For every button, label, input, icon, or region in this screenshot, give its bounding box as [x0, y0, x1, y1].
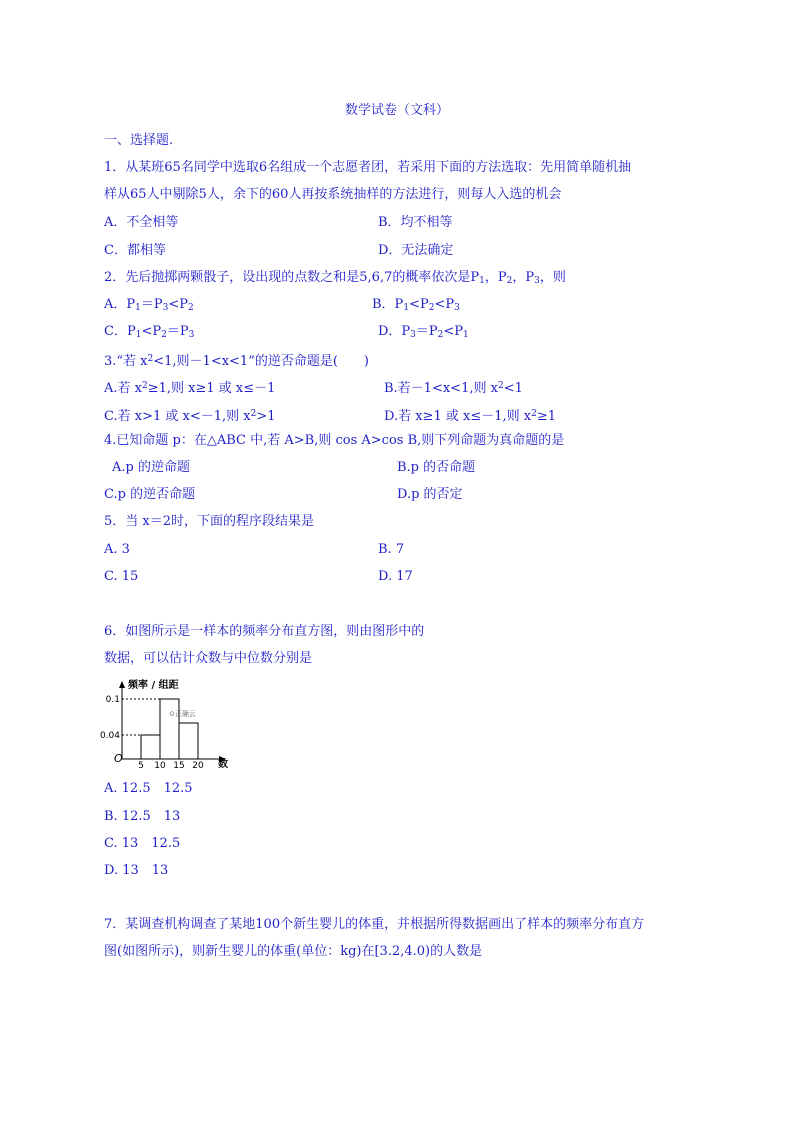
q7-stem-line2: 图(如图所示)，则新生婴儿的体重(单位：kg)在[3.2,4.0)的人数是 [104, 944, 483, 959]
q1-option-b: B．均不相等 [378, 215, 453, 230]
q3-option-a: A.若 $x^2\ge 1$,则 x≥1 或 x≤－1 [104, 381, 276, 396]
q4-option-c: C.p 的逆否命题 [104, 487, 196, 502]
y-tick-label: 0.04 [100, 731, 120, 741]
q1-stem-line2: 样从65人中剔除5人，余下的60人再按系统抽样的方法进行，则每人入选的机会 [104, 187, 562, 202]
x-tick-label: 15 [173, 761, 185, 770]
q1-option-a: A．不全相等 [104, 215, 179, 230]
q6-option-c: C. 13 12.5 [104, 836, 181, 851]
q1-option-c: C．都相等 [104, 243, 166, 258]
q4-stem: 4.已知命题 p：在△ABC 中,若 A>B,则 cos A>cos B,则下列命题为真命题的是 [104, 433, 565, 448]
y-axis-arrow [119, 681, 125, 688]
q1-option-d: D．无法确定 [378, 243, 454, 258]
q5-option-c: C. 15 [104, 569, 139, 584]
origin-label: O [114, 752, 123, 765]
x-tick-label: 10 [154, 761, 166, 770]
q6-option-b: B. 12.5 13 [104, 809, 181, 824]
x-tick-label: 20 [192, 761, 204, 770]
q5-stem: 5．当 x＝2时，下面的程序段结果是 [104, 514, 315, 529]
q7-stem-line1: 7．某调查机构调查了某地100个新生婴儿的体重，并根据所得数据画出了样本的频率分布直方 [104, 917, 645, 932]
q6-stem-line2: 数据，可以估计众数与中位数分别是 [104, 651, 313, 666]
q5-option-d: D. 17 [378, 569, 413, 584]
y-axis-label: 频率 / 组距 [128, 680, 179, 691]
q3-option-d: D.若 x≥1 或 x≤－1,则 $x^2\ge 1$ [384, 409, 556, 424]
q6-stem-line1: 6．如图所示是一样本的频率分布直方图，则由图形中的 [104, 624, 425, 639]
q2-option-b: B．$P_1<P_2<P_3$ [372, 297, 460, 313]
x-axis-label: 数 [218, 759, 228, 770]
q3-option-b: B.若－1<x<1,则 $x^2<1$ [384, 381, 523, 396]
histogram-bar [179, 723, 198, 759]
q2-option-d: D．$P_3=P_2<P_1$ [378, 324, 469, 340]
x-tick-label: 5 [138, 761, 144, 770]
histogram-bar [141, 735, 160, 759]
q2-option-c: C．$P_1<P_2=P_3$ [104, 324, 195, 340]
q2-option-a: A．$P_1=P_3<P_2$ [104, 297, 194, 313]
q3-option-c: C.若 x>1 或 x<－1,则 $x^2>1$ [104, 409, 276, 424]
chart-watermark: ⊙正确云 [169, 710, 196, 718]
q1-stem-line1: 1．从某班65名同学中选取6名组成一个志愿者团，若采用下面的方法选取：先用简单随机抽 [104, 160, 632, 175]
y-tick-label: 0.1 [105, 695, 120, 705]
q4-option-b: B.p 的否命题 [397, 460, 476, 475]
section-heading: 一、选择题. [104, 133, 174, 148]
histogram-bar [160, 699, 179, 759]
q4-option-a: A.p 的逆命题 [112, 460, 190, 475]
q6-option-d: D. 13 13 [104, 863, 169, 878]
page-title: 数学试卷（文科） [344, 103, 449, 118]
frequency-histogram [100, 676, 240, 770]
q5-option-b: B. 7 [378, 542, 405, 557]
q4-option-d: D.p 的否定 [397, 487, 463, 502]
q2-stem: 2．先后抛掷两颗骰子，设出现的点数之和是5,6,7的概率依次是$P_1$，$P_2$，$P_3$，则 [104, 270, 566, 286]
q5-option-a: A. 3 [104, 542, 130, 557]
q6-option-a: A. 12.5 12.5 [104, 781, 193, 796]
q3-stem: 3.“若 $x^2<1$,则－1<x<1”的逆否命题是( ) [104, 354, 369, 369]
